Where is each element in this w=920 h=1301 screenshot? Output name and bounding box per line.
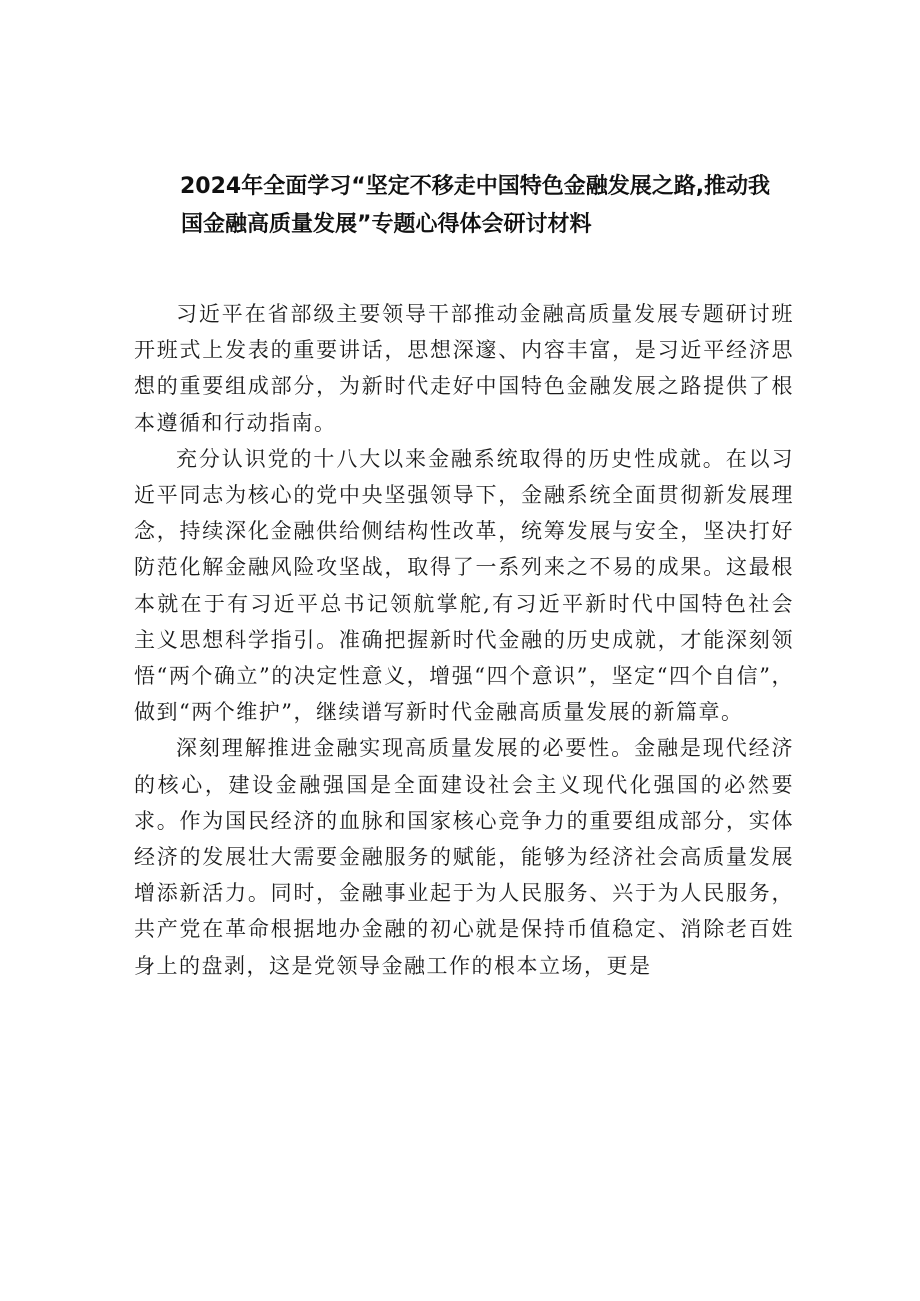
title-line-1: 2024年全面学习“坚定不移走中国特色金融发展之路,推动我 xyxy=(180,174,771,199)
document-title xyxy=(180,168,800,244)
paragraph-3: 深刻理解推进金融实现高质量发展的必要性。金融是现代经济的核心，建设金融强国是全面建设社会主义现代化强国的必然要求。作为国民经济的血脉和国家核心竞争力的重要组成部分，实体经济的发展壮大需要金融服务的赋能，能够为经济社会高质量发展增添新活力。同时，金融事业起于为人民服务、兴于为人民服务，共产党在革命根据地办金融的初心就是保持币值稳定、消除老百姓身上的盘剥，这是党领导金融工作的根本立场，更是 xyxy=(134,736,794,978)
title-line-2: 国金融高质量发展”专题心得体会研讨材料 xyxy=(181,212,592,237)
paragraph-1: 习近平在省部级主要领导干部推动金融高质量发展专题研讨班开班式上发表的重要讲话，思想深邃、内容丰富，是习近平经济思想的重要组成部分，为新时代走好中国特色金融发展之路提供了根本遵循和行动指南。 xyxy=(134,302,794,435)
document-body xyxy=(134,296,794,984)
paragraph-2: 充分认识党的十八大以来金融系统取得的历史性成就。在以习近平同志为核心的党中央坚强领导下，金融系统全面贯彻新发展理念，持续深化金融供给侧结构性改革，统筹发展与安全，坚决打好防范化解金融风险攻坚战，取得了一系列来之不易的成果。这最根本就在于有习近平总书记领航掌舵,有习近平新时代中国特色社会主义思想科学指引。准确把握新时代金融的历史成就，才能深刻领悟“两个确立”的决定性意义，增强“四个意识”，坚定“四个自信”，做到“两个维护”，继续谱写新时代金融高质量发展的新篇章。 xyxy=(134,446,794,725)
